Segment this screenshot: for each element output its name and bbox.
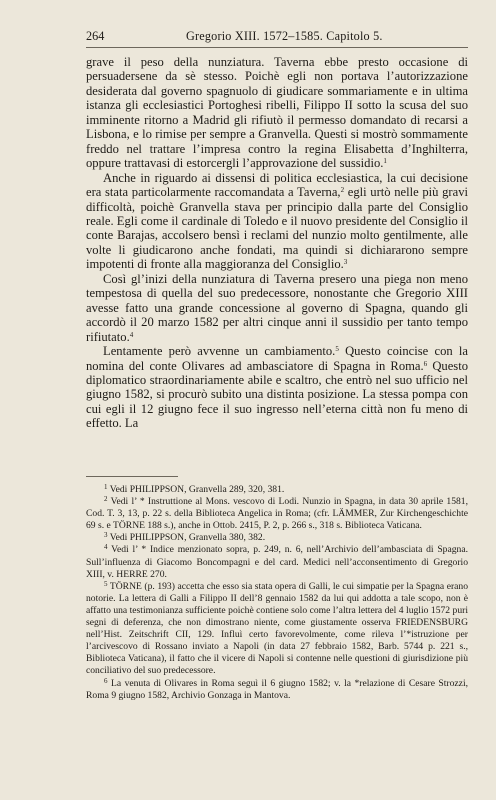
footnote-6 [86, 678, 468, 702]
footnote-number: 5 [104, 579, 108, 588]
footnote-number: 2 [104, 495, 108, 504]
footnote-3 [86, 532, 468, 544]
paragraph-4 [86, 344, 468, 431]
footnote-marker: 1 [383, 157, 387, 166]
paragraph-2 [86, 171, 468, 272]
footnote-text: Vedi PHILIPPSON, Granvella 380, 382. [109, 532, 266, 544]
footnote-number: 1 [104, 483, 108, 491]
footnote-number: 4 [104, 543, 108, 552]
paragraph-1 [86, 55, 468, 171]
paragraph-text: egli urtò nelle più gravi difficoltà, poichè Granvella stava per principio dalla parte del Consiglio reale. Egli come il cardinale di Toledo e il nuovo presidente del Consiglio il conte Barajas, accolsero bensì i reclami del nunzio molto gentilmente, alle volte li giudicarono anche fondati, ma quindi si dichiararono sempre impotenti di fronte alla maggioranza del Consiglio. [86, 185, 468, 272]
footnote-marker: 6 [423, 359, 428, 368]
footnote-text: La venuta di Olivares in Roma seguì il 6 giugno 1582; v. la *relazione di Cesare Strozzi, Roma 9 giugno 1582, Archivio Gonzaga in Mantova. [86, 677, 469, 701]
footnote-marker: 3 [343, 258, 348, 267]
footnotes [86, 484, 468, 702]
footnote-rule [86, 476, 178, 477]
paragraph-text: Questo diplomatico straordinariamente abile e scaltro, che entrò nel suo ufficio nel giugno 1582, si procurò subito una distinta posizione. La stessa pompa con cui egli il 12 giugno fece il suo ingresso nell’eterna città non fu meno di effetto. La [86, 358, 469, 431]
paragraph-text: grave il peso della nunziatura. Taverna ebbe presto occasione di persuadersene da sè stesso. Poichè egli non portava l’autorizzazione desiderata dal governo spagnuolo di giudicare sommariamente e in ultima istanza gli ecclesiastici Portoghesi ribelli, Filippo II sotto la scusa del suo imminente ritorno a Madrid gli rifiutò il permesso domandato di recarsi a Lisbona, e lo rimise per sempre a Granvella. Questi si mostrò sommamente freddo nel trattare l’impresa contro la regina Elisabetta d’Inghilterra, oppure trattavasi di estorcergli l’approvazione del sussidio. [86, 55, 468, 171]
footnote-number: 3 [104, 531, 108, 540]
page-number: 264 [86, 29, 105, 43]
footnote-text: Vedi l’ * Indice menzionato sopra, p. 249, n. 6, nell’Archivio dell’ambasciata di Spagna. Sull’influenza di Giacomo Boncompagni e del card. Medici nell’acconsentimento di Gregorio XIII, v. HERRE 270. [86, 544, 468, 580]
footnote-text: Vedi PHILIPPSON, Granvella 289, 320, 381. [109, 484, 285, 495]
main-text [86, 55, 468, 431]
footnote-1 [86, 484, 468, 496]
footnote-5 [86, 581, 468, 678]
running-head: Gregorio XIII. 1572–1585. Capitolo 5. [186, 29, 383, 43]
paragraph-text: Anche in riguardo ai dissensi di politica ecclesiastica, la cui decisione era stata particolarmente raccomandata a Taverna, [86, 170, 468, 200]
paragraph-text: Questo coincise con la nomina del conte Olivares ad ambasciatore di Spagna in Roma. [86, 344, 469, 373]
paragraph-text: Così gl’inizi della nunziatura di Taverna presero una piega non meno tempestosa di quella del suo predecessore, nonostante che Gregorio XIII avesse fatto una grande concessione al governo di Spagna, quando gli accordò il 20 marzo 1582 per altri cinque anni il sussidio per tanto tempo rifiutato. [86, 271, 468, 344]
header-rule [86, 47, 468, 48]
footnote-marker: 4 [129, 330, 134, 339]
footnote-2 [86, 496, 468, 532]
footnote-marker: 5 [335, 345, 339, 354]
paragraph-text: Lentamente però avvenne un cambiamento. [103, 344, 336, 359]
footnote-4 [86, 544, 468, 580]
footnote-marker: 2 [340, 186, 345, 195]
footnote-text: TÖRNE (p. 193) accetta che esso sia stata opera di Galli, le cui simpatie per la Spagna erano notorie. La lettera di Galli a Filippo II dell’8 gennaio 1582 da lui qui addotta a tale scopo, non è affatto una testimonianza sufficiente poichè contiene solo come l’altra lettera del 4 luglio 1572 puri segni di deferenza, che non dimostrano niente, come giustamente osserva FRIEDENSBURG nell’Hist. Zeitschrift CII, 129. Influì certo favorevolmente, come rileva l’*istruzione per l’arcivescovo di Rossano inviato a Napoli (in data 27 febbraio 1582, Barb. 5744 p. 221 s., Biblioteca Vaticana), il fatto che il vicere di Napoli si contenne nelle questioni di giurisdizione più conciliativo del suo predecessore. [86, 580, 468, 677]
footnote-number: 6 [104, 676, 108, 685]
footnote-text: Vedi l’ * Instruttione al Mons. vescovo di Lodi. Nunzio in Spagna, in data 30 aprile 1581, Cod. T. 3, 13, p. 22 s. della Biblioteca Angelica in Roma; (cfr. LÄMMER, Zur Kirchengeschichte 69 s. e TÖRNE 188 s.), anche in Ottob. 2415, P. 2, p. 266 s., 318 s. Biblioteca Vaticana. [86, 496, 468, 532]
paragraph-3 [86, 272, 468, 344]
